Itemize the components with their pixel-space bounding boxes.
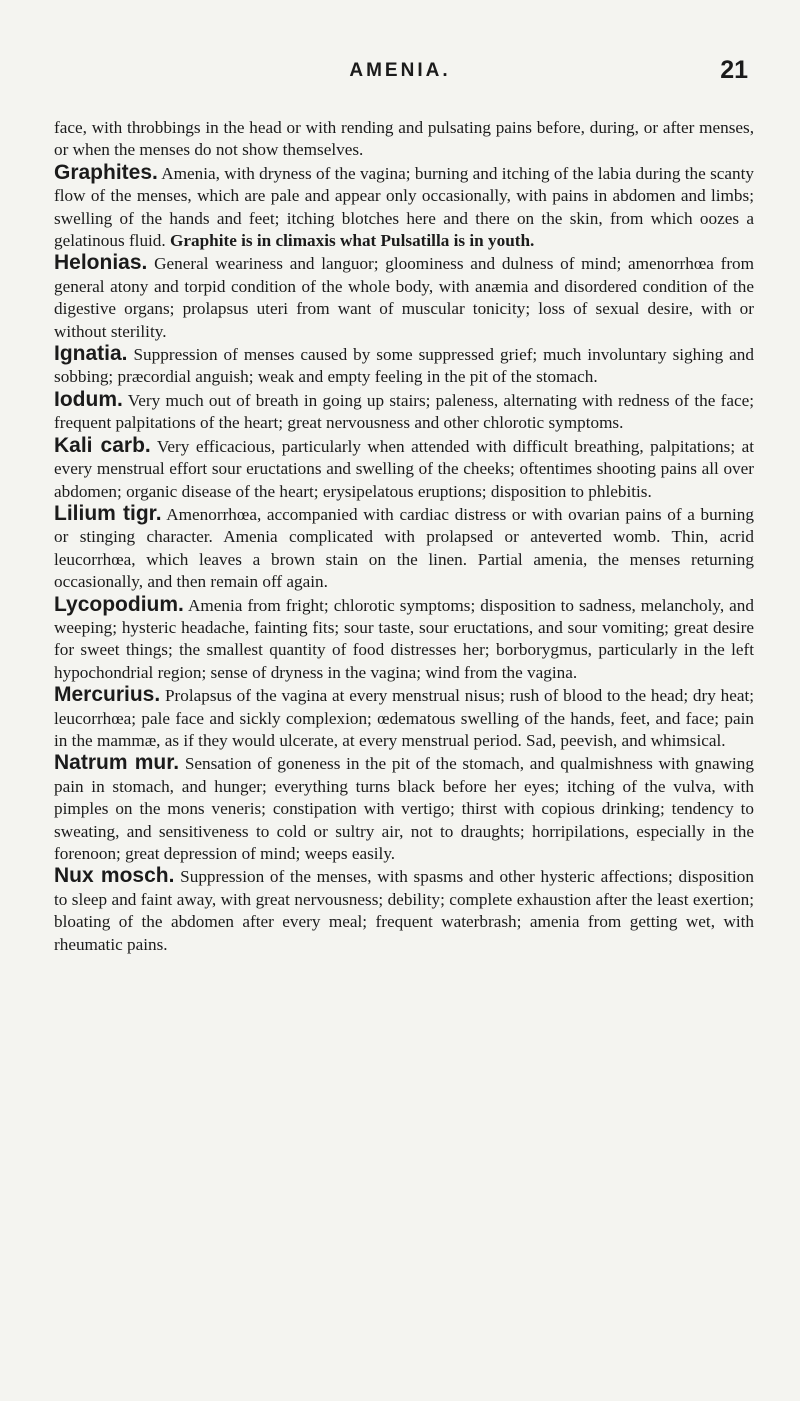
entry-lycopodium: [54, 594, 754, 685]
remedy-name: Mercurius.: [54, 683, 161, 707]
body-text: [54, 117, 754, 956]
remedy-name: Lilium tigr.: [54, 501, 162, 525]
page-title: AMENIA.: [349, 60, 451, 81]
remedy-text: Very efficacious, particularly when attended with difficult breathing, palpitations; at every menstrual effort sour eructations and swelling of the cheeks; oftentimes shooting pains all over abdomen; organic disease of the heart; erysipelatous eruptions; disposition to phlebitis.: [54, 436, 754, 501]
remedy-name: Nux mosch.: [54, 864, 175, 888]
page-number: 21: [720, 56, 748, 84]
remedy-text: Amenia from fright; chlorotic symptoms; disposition to sadness, melancholy, and weeping; hysteric headache, fainting fits; sour taste, sour eructations, and sour vomiting; great desire for sweet things; the smallest quantity of food distresses her; borborygmus, particularly in the left hypochondrial region; sense of dryness in the vagina; wind from the vagina.: [54, 595, 754, 682]
remedy-name: Lycopodium.: [54, 592, 184, 616]
entry-nux-mosch: [54, 865, 754, 956]
remedy-name: Ignatia.: [54, 342, 128, 366]
entry-graphites: [54, 162, 754, 253]
remedy-text: General weariness and languor; gloominess and dulness of mind; amenorrhœa from general atony and torpid condition of the whole body, with anæmia and disordered condition of the digestive organs; prolapsus uteri from want of muscular tonicity; loss of sexual desire, with or without sterility.: [54, 254, 755, 341]
remedy-text: Very much out of breath in going up stairs; paleness, alternating with redness of the face; frequent palpitations of the heart; great nervousness and other chlorotic symptoms.: [54, 390, 754, 433]
remedy-text: Amenorrhœa, accompanied with cardiac distress or with ovarian pains of a burning or stinging character. Amenia complicated with prolapsed or anteverted womb. Thin, acrid leucorrhœa, which leaves a brown stain on the linen. Partial amenia, the menses returning occasionally, and then remain off again.: [54, 504, 754, 592]
entry-natrum-mur: [54, 752, 754, 865]
running-head: [0, 58, 800, 88]
entry-ignatia: [54, 343, 754, 389]
remedy-text: Prolapsus of the vagina at every menstrual nisus; rush of blood to the head; dry heat; leucorrhœa; pale face and sickly complexion; œdematous swelling of the hands, feet, and face; pain in the mammæ, as if they would ulcerate, at every menstrual period. Sad, peevish, and whimsical.: [54, 686, 755, 750]
entry-iodum: [54, 389, 754, 435]
remedy-name: Natrum mur.: [54, 751, 180, 775]
remedy-text: Sensation of goneness in the pit of the stomach, and qualmishness with gnawing pain in stomach, and hunger; everything turns black before her eyes; itching of the vulva, with pimples on the mons veneris; constipation with vertigo; thirst with copious drinking; tendency to sweating, and sensitiveness to cold or sultry air, not to draughts; horripilations, especially in the forenoon; great depression of mind; weeps easily.: [54, 754, 754, 863]
entry-helonias: [54, 252, 754, 343]
remedy-name: Iodum.: [54, 387, 123, 411]
remedy-text: Suppression of the menses, with spasms and other hysteric affections; disposition to sleep and faint away, with great nervousness; debility; complete exhaustion after the least exertion; bloating of the abdomen after every meal; frequent waterbrash; amenia from getting wet, with rheumatic pains.: [54, 867, 754, 954]
entry-mercurius: [54, 684, 754, 752]
remedy-note: Graphite is in climaxis what Pulsatilla is in youth.: [170, 231, 535, 251]
remedy-name: Helonias.: [54, 251, 148, 275]
continued-paragraph: face, with throbbings in the head or with rending and pulsating pains before, during, or after menses, or when the menses do not show themselves.: [54, 118, 754, 160]
remedy-name: Graphites.: [54, 160, 158, 184]
remedy-text: Suppression of menses caused by some suppressed grief; much involuntary sighing and sobbing; præcordial anguish; weak and empty feeling in the pit of the stomach.: [54, 345, 754, 387]
entry-lilium-tigr: [54, 503, 754, 594]
remedy-name: Kali carb.: [54, 433, 151, 457]
remedy-text: Amenia, with dryness of the vagina; burning and itching of the labia during the scanty flow of the menses, which are pale and appear only occasionally, with pains in abdomen and limbs; swelling of the hands and feet; itching blotches here and there on the skin, from which oozes a gelatinous fluid.: [54, 163, 754, 251]
entry-kali-carb: [54, 435, 754, 503]
